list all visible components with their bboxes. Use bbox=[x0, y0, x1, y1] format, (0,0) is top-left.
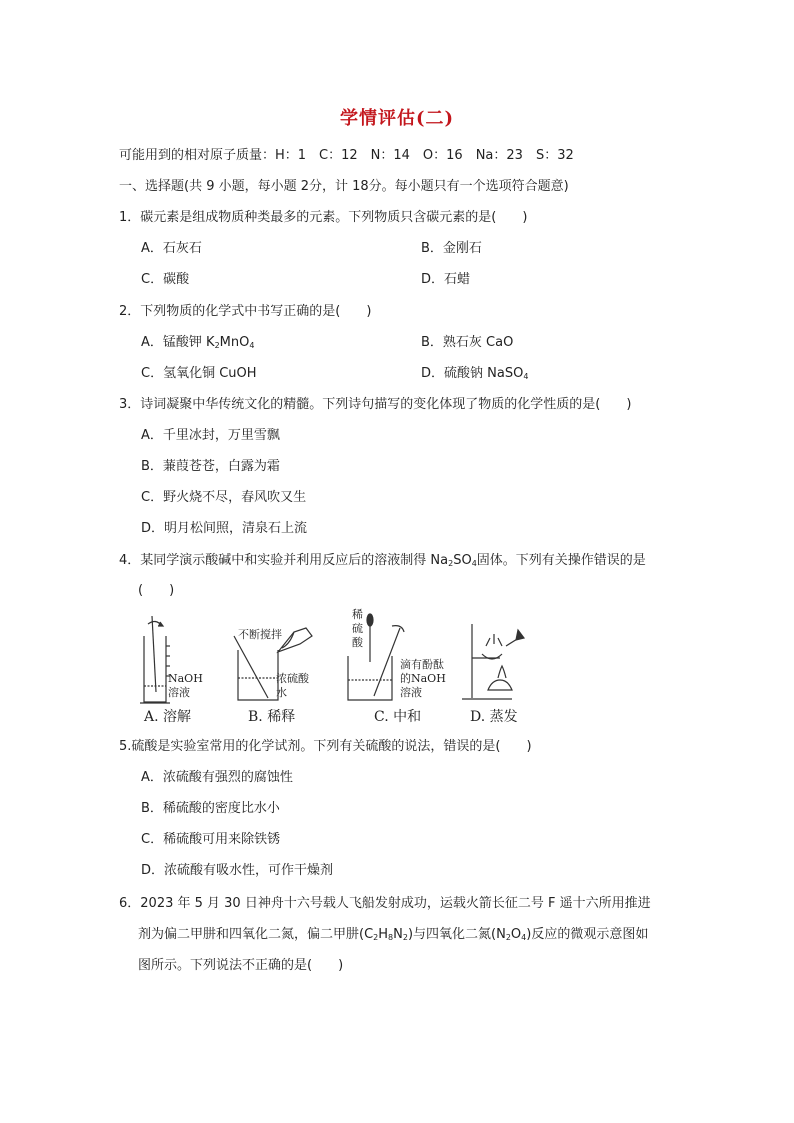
question-6-line-3: 图所示。下列说法不正确的是( ) bbox=[138, 958, 344, 973]
fig-c-label-1: 滴有酚酞 bbox=[400, 658, 444, 671]
atomic-mass-line: 可能用到的相对原子质量：H：1 C：12 N：14 O：16 Na：23 S：32 bbox=[119, 148, 574, 163]
fig-a-label-1: NaOH bbox=[168, 672, 203, 685]
question-5-stem: 5.硫酸是实验室常用的化学试剂。下列有关硫酸的说法，错误的是( ) bbox=[119, 739, 532, 754]
question-4-stem-continued: ( ) bbox=[138, 583, 175, 598]
q1-option-b: B．金刚石 bbox=[421, 241, 482, 256]
q5-option-c: C．稀硫酸可用来除铁锈 bbox=[141, 832, 281, 847]
fig-b-label-acid: 浓硫酸 bbox=[276, 672, 309, 685]
fig-b-label-stir: 不断搅拌 bbox=[238, 628, 282, 641]
q5-option-a: A．浓硫酸有强烈的腐蚀性 bbox=[141, 770, 293, 785]
fig-caption-b: B. 稀释 bbox=[248, 709, 296, 725]
q1-option-a: A．石灰石 bbox=[141, 241, 202, 256]
fig-c-label-top-3: 酸 bbox=[352, 636, 363, 649]
q3-option-d: D．明月松间照，清泉石上流 bbox=[141, 521, 308, 536]
q1-option-d: D．石蜡 bbox=[421, 272, 471, 287]
question-1-stem: 1．碳元素是组成物质种类最多的元素。下列物质只含碳元素的是( ) bbox=[119, 210, 528, 225]
page-title: 学情评估(二) bbox=[339, 108, 455, 129]
question-2-stem: 2．下列物质的化学式中书写正确的是( ) bbox=[119, 304, 372, 319]
fig-b-label-water: 水 bbox=[276, 686, 287, 699]
fig-c-label-top-2: 硫 bbox=[352, 622, 363, 635]
q3-option-b: B．蒹葭苍苍，白露为霜 bbox=[141, 459, 280, 474]
q2-option-a: A．锰酸钾 $K_2MnO_4$ bbox=[141, 335, 255, 350]
q3-option-c: C．野火烧不尽，春风吹又生 bbox=[141, 490, 307, 505]
q2-option-b: B．熟石灰 CaO bbox=[421, 335, 514, 350]
question-3-stem: 3．诗词凝聚中华传统文化的精髓。下列诗句描写的变化体现了物质的化学性质的是( ) bbox=[119, 397, 632, 412]
question-6-line-1: 6．2023 年 5 月 30 日神舟十六号载人飞船发射成功，运载火箭长征二号 F 遥十六所用推进 bbox=[119, 896, 651, 911]
q1-option-c: C．碳酸 bbox=[141, 272, 190, 287]
fig-caption-d: D. 蒸发 bbox=[470, 709, 518, 725]
q3-option-a: A．千里冰封，万里雪飘 bbox=[141, 428, 280, 443]
q5-option-b: B．稀硫酸的密度比水小 bbox=[141, 801, 280, 816]
fig-a-label-2: 溶液 bbox=[168, 686, 190, 699]
q2-option-d: D．硫酸钠 NaSO$_4$ bbox=[421, 366, 529, 381]
fig-c-label-top-1: 稀 bbox=[352, 608, 363, 621]
fig-c-label-2: 的NaOH bbox=[400, 672, 446, 685]
fig-caption-c: C. 中和 bbox=[374, 709, 422, 725]
experiment-figure bbox=[130, 606, 530, 730]
fig-caption-a: A. 溶解 bbox=[144, 709, 192, 725]
question-4-stem: 4．某同学演示酸碱中和实验并利用反应后的溶液制得 $Na_2SO_4$固体。下列有关操作错误的是 bbox=[119, 553, 646, 568]
fig-c-label-3: 溶液 bbox=[400, 686, 422, 699]
q5-option-d: D．浓硫酸有吸水性，可作干燥剂 bbox=[141, 863, 334, 878]
q2-option-c: C．氢氧化铜 CuOH bbox=[141, 366, 257, 381]
question-6-line-2: 剂为偏二甲肼和四氧化二氮，偏二甲肼$(C_2H_8N_2)$与四氧化二氮$(N_2O_4)$反应的微观示意图如 bbox=[138, 927, 649, 942]
section-heading: 一、选择题(共 9 小题，每小题 2分，计 18分。每小题只有一个选项符合题意) bbox=[119, 179, 569, 194]
